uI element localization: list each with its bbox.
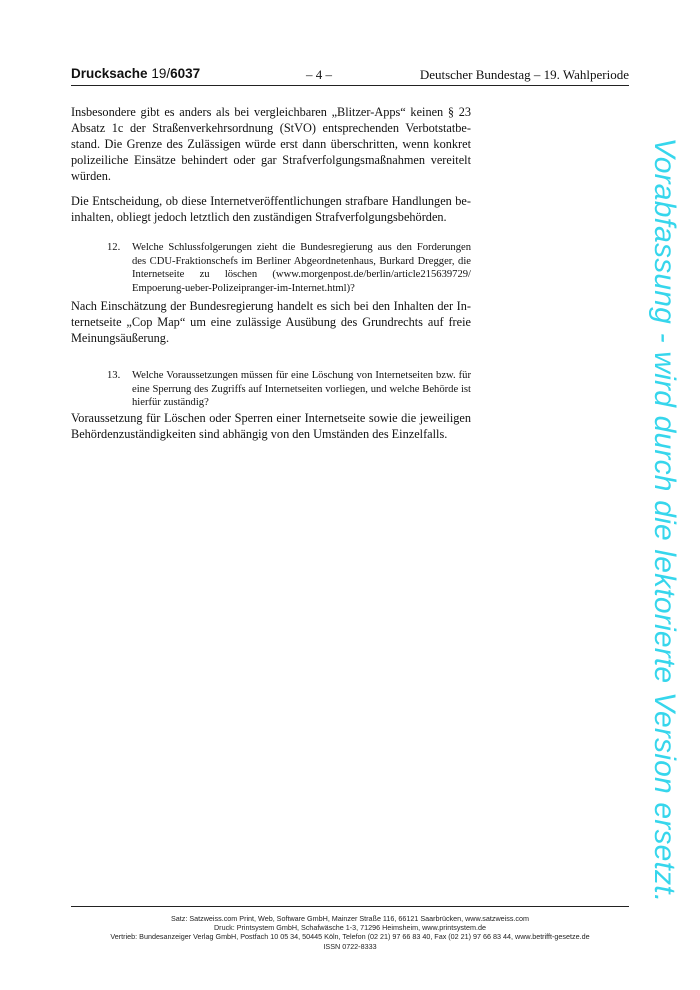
answer-paragraph: Nach Einschätzung der Bundesregierung handelt es sich bei den Inhalten der Internetseite „Cop Map“ um eine zulässige Ausübung des Grundrechts auf freie Meinungsäußerung. — [71, 299, 471, 345]
answer-paragraph: Voraussetzung für Löschen oder Sperren einer Internetseite sowie die jeweiligen Behördenzuständigkeiten sind abhängig von den Umständen des Einzelfalls. — [71, 411, 471, 441]
footer-line-printing: Druck: Printsystem GmbH, Schafwäsche 1-3, 71296 Heimsheim, www.printsystem.de — [213, 923, 487, 933]
doc-number-prefix: 19/ — [151, 66, 171, 81]
question-number: 13. — [107, 370, 121, 381]
header-divider — [71, 85, 629, 86]
parliament-label: Deutscher Bundestag – 19. Wahlperiode — [419, 67, 629, 82]
footer-line-issn: ISSN 0722-8333 — [323, 941, 377, 951]
draft-watermark: Vorabfassung - wird durch die lektorierte Version ersetzt. — [648, 137, 681, 903]
question-text: Welche Voraussetzungen müssen für eine Löschung von Internetseiten bzw. für eine Sperrung des Zugriffs auf Internetseiten vorliegen, und welche Behörde ist hierfür zuständig? — [132, 370, 471, 408]
question-13 — [107, 369, 471, 410]
question-text: Welche Schlussfolgerungen zieht die Bundesregierung aus den Forderungen des CDU-Fraktionschefs im Berliner Abgeordnetenhaus, Burkard Dregger, die Internetseite zu löschen (www.morgenpost.de/berlin/article215639729/​Empoerung-ueber-Polizeipranger-im-Internet.html)? — [132, 242, 471, 294]
doc-number: 6037 — [170, 66, 201, 81]
question-number: 12. — [107, 242, 121, 253]
page-number: – 4 – — [306, 67, 332, 82]
answer-paragraph: Die Entscheidung, ob diese Internetveröffentlichungen strafbare Handlungen beinhalten, obliegt jedoch letztlich den zuständigen Strafverfolgungsbehörden. — [71, 194, 471, 224]
document-number — [71, 66, 200, 81]
question-12 — [107, 241, 471, 295]
footer-line-typesetting: Satz: Satzweiss.com Print, Web, Software GmbH, Mainzer Straße 116, 66121 Saarbrücken, www.satzweiss.com — [170, 914, 530, 923]
footer-divider — [71, 906, 629, 907]
footer-line-distribution: Vertrieb: Bundesanzeiger Verlag GmbH, Postfach 10 05 34, 50445 Köln, Telefon (02 21) 97 66 83 40, Fax (02 21) 97 66 83 44, www.betrifft-gesetze.de — [110, 932, 590, 942]
answer-paragraph: Insbesondere gibt es anders als bei vergleichbaren „Blitzer-Apps“ keinen § 23 Absatz 1c der Straßenverkehrsordnung (StVO) entsprechenden Verbotstatbestand. Die Grenze des Zulässigen würde erst dann überschritten, wenn konkret polizeiliche Einsätze behindert oder gar Strafverfolgungsmaßnahmen vereitelt würden. — [71, 105, 471, 183]
doc-label: Drucksache — [71, 66, 148, 81]
page-header — [71, 66, 629, 86]
page-footer — [71, 914, 629, 951]
